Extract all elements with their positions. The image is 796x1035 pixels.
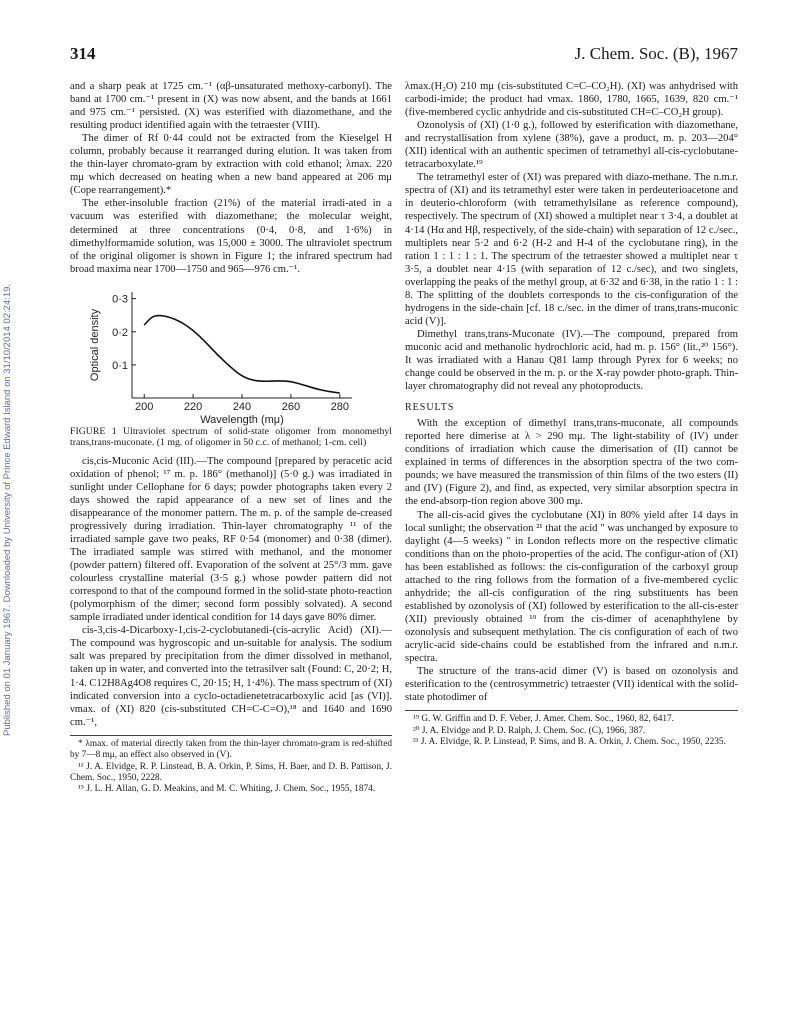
left-paragraph-5: cis-3,cis-4-Dicarboxy-1,cis-2-cyclobutanedi-(cis-acrylic Acid) (XI).—The compound was hygroscopic and un-suitable for analysis. The sodium salt was prepared by precipitation from the dimer dissolved in methanol, taken up in water, and converted into the tetrasilver salt (Found: C, 20·2; H, 1·4. C12H8Ag4O8 requires C, 20·15; H, 1·4%). The mass spectrum of (XI) indicated conversion into a cyclo-octadienetetracarboxylic acid [as (VI)]. νmax. of (XI) 820 (cis-substituted CH=C-C=O),¹⁸ and 1640 and 1690 cm.⁻¹, (70, 625, 392, 728)
y-axis-title: Optical density (89, 308, 101, 381)
x-tick-label-4: 280 (330, 400, 349, 413)
figure-caption: FIGURE 1 Ultraviolet spectrum of solid-state oligomer from monomethyl trans,trans-muconate. (1 mg. of oligomer in 50 c.c. of methanol; 1-cm. cell) (70, 425, 392, 449)
right-footnotes (405, 710, 738, 748)
page-header (70, 44, 738, 70)
footnote-15: ¹⁵ J. L. H. Allan, G. D. Meakins, and M. C. Whiting, J. Chem. Soc., 1955, 1874. (78, 784, 376, 795)
right-paragraph-2: Ozonolysis of (XI) (1·0 g.), followed by esterification with diazomethane, and recrystallisation from xylene (38%), gave a product, m. p. 203—204° (XII) identical with an authentic specimen of tetramethyl all-cis-cyclobutane-tetracarboxylate.¹⁹ (405, 120, 738, 171)
right-paragraph-5: With the exception of dimethyl trans,trans-muconate, all compounds reported here dimerise at λ > 290 mμ. The light-stability of (IV) under conditions of irradiation which cause the dimerisation of (II) cannot be explained in terms of differences in the absorption spectra of the two com-pounds; we have measured the transmission of thin films of the two esters (II) and (IV) (Figure 2), and find, as expected, very similar absorption spectra in the end-absorp-tion region above 300 mμ. (405, 418, 738, 508)
right-paragraph-1: λmax.(H₂O) 210 mμ (cis-substituted C=C–CO₂H). (XI) was anhydrised with carbodi-imide; the product had νmax. 1860, 1780, 1665, 1639, 820 cm.⁻¹ (five-membered cyclic anhydride and cis-substituted CH=C–CO₂H group). (405, 81, 738, 119)
y-tick-label-2: 0·3 (112, 293, 128, 306)
left-paragraph-2: The dimer of Rf 0·44 could not be extracted from the Kieselgel H column, probably because it rearranged during elution. It was taken from the thin-layer chromato-gram by extraction with cold ethanol; λmax. 220 mμ which decreased on heating when a new band appeared at 206 mμ (Cope rearrangement).* (70, 133, 392, 197)
footnote-19: ¹⁹ G. W. Griffin and D. F. Veber, J. Amer. Chem. Soc., 1960, 82, 6417. (413, 714, 674, 725)
x-tick-label-1: 220 (183, 400, 203, 413)
results-heading: RESULTS (405, 402, 455, 414)
page-number: 314 (70, 44, 96, 63)
left-column (70, 80, 392, 796)
footnote-11: ¹¹ J. A. Elvidge, R. P. Linstead, B. A. Orkin, P. Sims, H. Baer, and D. B. Pattison, J. Chem. Soc., 1950, 2228. (70, 761, 392, 783)
spectrum-line (144, 315, 340, 392)
y-tick-label-1: 0·2 (112, 326, 128, 339)
uv-spectrum-chart (70, 284, 392, 426)
journal-title: J. Chem. Soc. (B), 1967 (574, 44, 738, 63)
right-paragraph-7: The structure of the trans-acid dimer (V) is based on ozonolysis and esterification to the (centrosymmetric) tetraester (VII) identical with the solid-state photodimer of (405, 666, 738, 704)
right-paragraph-6: The all-cis-acid gives the cyclobutane (XI) in 80% yield after 14 days in local sunlight; the observation ²¹ that the acid " was unchanged by exposure to daylight (4—5 weeks) " in London reflects more on the respective climatic conditions than on the photo-properties of the acid. The configur-ation of (XI) has been established as follows: the cis-configuration of the carboxyl group attached to the ring follows from the formation of a five-membered cyclic anhydride; the all-cis configuration of the ring substituents has been established by ozonolysis of (XI) followed by esterification to the all-cis-ester (XII) previously obtained ¹⁹ from the cis-dimer of acenaphthylene by ozonolysis and subsequent methylation. The cis configuration of each of two acrylic-acid side-chains could be established from the infrared and n.m.r. spectra. (405, 509, 738, 665)
right-paragraph-3: The tetramethyl ester of (XI) was prepared with diazo-methane. The n.m.r. spectra of (XI) and its tetramethyl ester were taken in perdeuterioacetone and in deuterio-chloroform (with tetramethylsilane as reference compound), respectively. The spectrum of (XI) showed a multiplet near τ 3·4, a doublet at 4·14 (Hα and Hβ, respectively, of the side-chain) with separation of 12 c./sec., multiplets near 5·2 and 6·2 (H-2 and H-4 of the cyclobutane ring), in the ration 1 : 1 : 1 : 1. The spectrum of the tetraester showed a multiplet near τ 3·5, a doublet near 4·15 (with separation of 12 c./sec), and two singlets, overlapping the peaks of the methyl group, at 6·32 and 6·38, in the ratio 1 : 1 : 8. The splitting of the doublets corresponds to the cis-configuration of the hydrogens in the side-chain [cf. 18 c./sec. in the dimer of trans,trans-muconic acid (V)]. (405, 172, 738, 327)
right-column (405, 80, 738, 748)
footnote-21: ²¹ J. A. Elvidge, R. P. Linstead, P. Sims, and B. A. Orkin, J. Chem. Soc., 1950, 2235. (413, 737, 726, 748)
download-watermark: Published on 01 January 1967. Downloaded by University of Prince Edward Island on 31/10/2014 02:24:19. (2, 283, 13, 737)
figure-1 (70, 284, 392, 426)
left-paragraph-1: and a sharp peak at 1725 cm.⁻¹ (αβ-unsaturated methoxy-carbonyl). The band at 1700 cm.⁻¹ present in (X) was now absent, and the bands at 1661 and 975 cm.⁻¹ persisted. (X) was esterified with diazomethane, and the resulting product identified again with the tetraester (VIII). (70, 81, 392, 132)
left-footnotes (70, 735, 392, 796)
x-axis-title: Wavelength (mμ) (200, 413, 284, 426)
x-tick-label-2: 240 (232, 400, 252, 413)
footnote-star: * λmax. of material directly taken from the thin-layer chromato-gram is red-shifted by 7—8 mμ, an effect also observed in (V). (70, 738, 392, 761)
x-tick-label-3: 260 (281, 400, 301, 413)
y-tick-label-0: 0·1 (112, 359, 128, 372)
x-tick-label-0: 200 (135, 400, 154, 413)
left-paragraph-4: cis,cis-Muconic Acid (III).—The compound [prepared by peracetic acid oxidation of phenol; ¹⁷ m. p. 186° (methanol)] (5·0 g.) was irradiated in sunlight under Cellophane for 6 days; powder photographs taken every 2 days showed the rapid appearance of a new set of lines and the disappearance of the monomer pattern. The m. p. of the sample de-creased progressively during irradiation. Thin-layer chromatography ¹¹ of the irradiated sample gave two peaks, RF 0·54 (monomer) and 0·38 (dimer). The irradiated sample was stirred with methanol, and the monomer (powder pattern) filtered off. Evaporation of the solvent at 25°/3 mm. gave colourless crystalline material (3·5 g.) whose powder pattern did not correspond to that of the compound formed in the solid-state photo-reaction (polymorphism of the dimer; second form possibly solvated). A second sample irradiated under identical condition for 14 days gave 80% dimer. (70, 455, 392, 624)
left-paragraph-3: The ether-insoluble fraction (21%) of the material irradi-ated in a vacuum was esterified with diazomethane; the molecular weight, determined at three concentrations (0·4, 0·8, and 1·6%) in dimethylformamide solution, was 15,000 ± 3000. The ultraviolet spectrum of the original oligomer is shown in Figure 1; the infrared spectrum had broad maxima near 1700—1750 and 965—976 cm.⁻¹. (70, 198, 392, 275)
right-paragraph-4: Dimethyl trans,trans-Muconate (IV).—The compound, prepared from muconic acid and methanolic hydrochloric acid, had m. p. 156° (lit.,²⁰ 156°). It was irradiated with a Hanau Q81 lamp through Pyrex for 6 weeks; no change could be observed in the m. p. or the X-ray powder photo-graph. Thin-layer chromatography did not reveal any photoproducts. (405, 328, 738, 393)
footnote-20: ²⁰ J. A. Elvidge and P. D. Ralph, J. Chem. Soc. (C), 1966, 387. (413, 725, 646, 736)
